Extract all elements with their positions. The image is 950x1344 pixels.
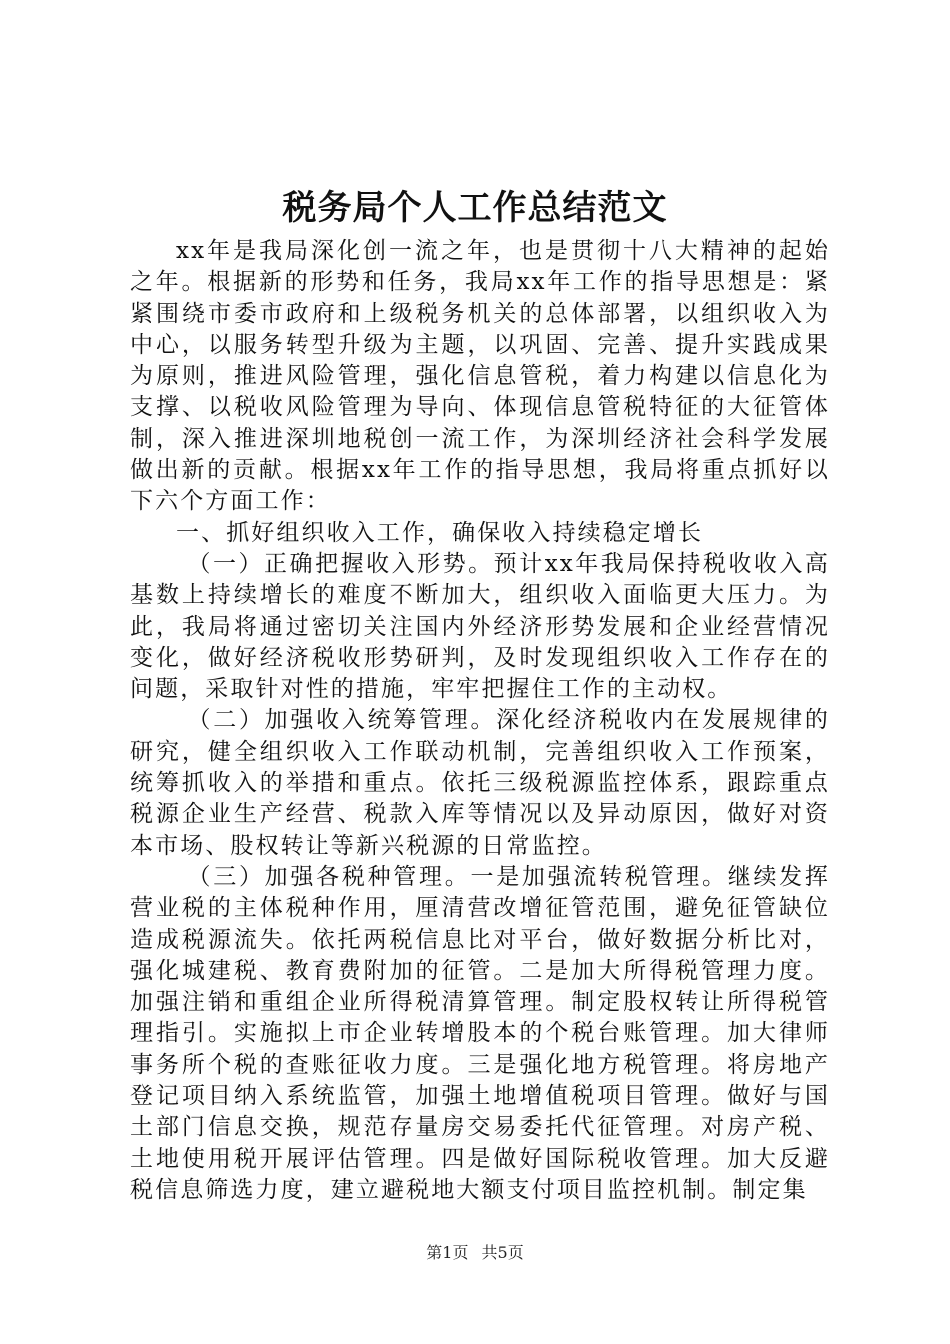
document-body (130, 236, 830, 1206)
section-heading-1: 一、抓好组织收入工作，确保收入持续稳定增长 (176, 519, 704, 546)
paragraph-subsection-3: （三）加强各税种管理。一是加强流转税管理。继续发挥营业税的主体税种作用，厘清营改增征管范围，避免征管缺位造成税源流失。依托两税信息比对平台，做好数据分析比对，强化城建税、教育费附加的征管。二是加大所得税管理力度。加强注销和重组企业所得税清算管理。制定股权转让所得税管理指引。实施拟上市企业转增股本的个税台账管理。加大律师事务所个税的查账征收力度。三是强化地方税管理。将房地产登记项目纳入系统监管，加强土地增值税项目管理。做好与国土部门信息交换，规范存量房交易委托代征管理。对房产税、土地使用税开展评估管理。四是做好国际税收管理。加大反避税信息筛选力度，建立避税地大额支付项目监控机制。制定集 (130, 863, 830, 1203)
document-title: 税务局个人工作总结范文 (282, 188, 668, 228)
page-number: 第1页 (426, 1243, 469, 1262)
paragraph-subsection-2: （二）加强收入统筹管理。深化经济税收内在发展规律的研究，健全组织收入工作联动机制，完善组织收入工作预案，统筹抓收入的举措和重点。依托三级税源监控体系，跟踪重点税源企业生产经营、税款入库等情况以及异动原因，做好对资本市场、股权转让等新兴税源的日常监控。 (130, 707, 830, 859)
paragraph-subsection-1: （一）正确把握收入形势。预计xx年我局保持税收收入高基数上持续增长的难度不断加大，组织收入面临更大压力。为此，我局将通过密切关注国内外经济形势发展和企业经营情况变化，做好经济税收形势研判，及时发现组织收入工作存在的问题，采取针对性的措施，牢牢把握住工作的主动权。 (130, 550, 830, 703)
page-total: 共5页 (481, 1243, 524, 1262)
paragraph-intro: xx年是我局深化创一流之年，也是贯彻十八大精神的起始之年。根据新的形势和任务，我局xx年工作的指导思想是：紧紧围绕市委市政府和上级税务机关的总体部署，以组织收入为中心，以服务转型升级为主题，以巩固、完善、提升实践成果为原则，推进风险管理，强化信息管税，着力构建以信息化为支撑、以税收风险管理为导向、体现信息管税特征的大征管体制，深入推进深圳地税创一流工作，为深圳经济社会科学发展做出新的贡献。根据xx年工作的指导思想，我局将重点抓好以下六个方面工作： (130, 238, 830, 515)
page-footer (0, 1242, 950, 1264)
